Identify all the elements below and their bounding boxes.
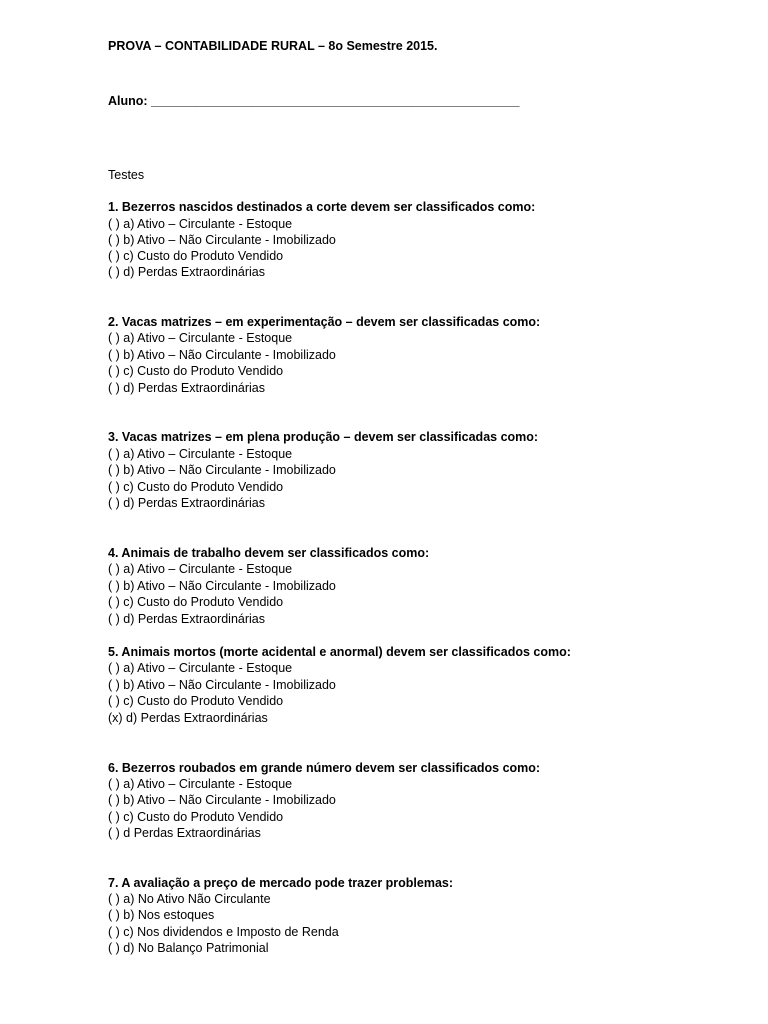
q5-option-a: ( ) a) Ativo – Circulante - Estoque: [108, 661, 293, 675]
q6-option-a: ( ) a) Ativo – Circulante - Estoque: [108, 777, 293, 791]
q5-option-c: ( ) c) Custo do Produto Vendido: [108, 694, 284, 708]
q6-option-d: ( ) d Perdas Extraordinárias: [108, 826, 261, 840]
q4-option-d: ( ) d) Perdas Extraordinárias: [108, 612, 266, 626]
q3-option-c: ( ) c) Custo do Produto Vendido: [108, 480, 284, 494]
q4-option-a: ( ) a) Ativo – Circulante - Estoque: [108, 562, 293, 576]
q4-option-b: ( ) b) Ativo – Não Circulante - Imobilizado: [108, 579, 336, 593]
q3-option-b: ( ) b) Ativo – Não Circulante - Imobilizado: [108, 463, 336, 477]
q7-option-b: ( ) b) Nos estoques: [108, 908, 215, 922]
question-1: 1. Bezerros nascidos destinados a corte devem ser classificados como:: [108, 200, 536, 214]
student-name-line: Aluno: _____________________________________________________: [108, 94, 520, 108]
question-4: 4. Animais de trabalho devem ser classificados como:: [108, 546, 430, 560]
question-2: 2. Vacas matrizes – em experimentação – devem ser classificadas como:: [108, 315, 541, 329]
q3-option-d: ( ) d) Perdas Extraordinárias: [108, 496, 266, 510]
q1-option-a: ( ) a) Ativo – Circulante - Estoque: [108, 217, 293, 231]
q2-option-d: ( ) d) Perdas Extraordinárias: [108, 381, 266, 395]
question-6: 6. Bezerros roubados em grande número devem ser classificados como:: [108, 761, 541, 775]
q6-option-c: ( ) c) Custo do Produto Vendido: [108, 810, 284, 824]
q7-option-c: ( ) c) Nos dividendos e Imposto de Renda: [108, 925, 339, 939]
q4-option-c: ( ) c) Custo do Produto Vendido: [108, 595, 284, 609]
q1-option-b: ( ) b) Ativo – Não Circulante - Imobilizado: [108, 233, 336, 247]
q5-option-b: ( ) b) Ativo – Não Circulante - Imobilizado: [108, 678, 336, 692]
q5-option-d-marked: (x) d) Perdas Extraordinárias: [108, 711, 268, 725]
q2-option-c: ( ) c) Custo do Produto Vendido: [108, 364, 284, 378]
q1-option-d: ( ) d) Perdas Extraordinárias: [108, 265, 266, 279]
q2-option-a: ( ) a) Ativo – Circulante - Estoque: [108, 331, 293, 345]
question-3: 3. Vacas matrizes – em plena produção – devem ser classificadas como:: [108, 430, 539, 444]
document-title: PROVA – CONTABILIDADE RURAL – 8o Semestre 2015.: [108, 39, 438, 53]
q6-option-b: ( ) b) Ativo – Não Circulante - Imobilizado: [108, 793, 336, 807]
question-5: 5. Animais mortos (morte acidental e anormal) devem ser classificados como:: [108, 645, 571, 659]
q3-option-a: ( ) a) Ativo – Circulante - Estoque: [108, 447, 293, 461]
q1-option-c: ( ) c) Custo do Produto Vendido: [108, 249, 284, 263]
q7-option-d: ( ) d) No Balanço Patrimonial: [108, 941, 269, 955]
section-heading: Testes: [108, 168, 145, 182]
q7-option-a: ( ) a) No Ativo Não Circulante: [108, 892, 271, 906]
question-7: 7. A avaliação a preço de mercado pode trazer problemas:: [108, 876, 454, 890]
q2-option-b: ( ) b) Ativo – Não Circulante - Imobilizado: [108, 348, 336, 362]
